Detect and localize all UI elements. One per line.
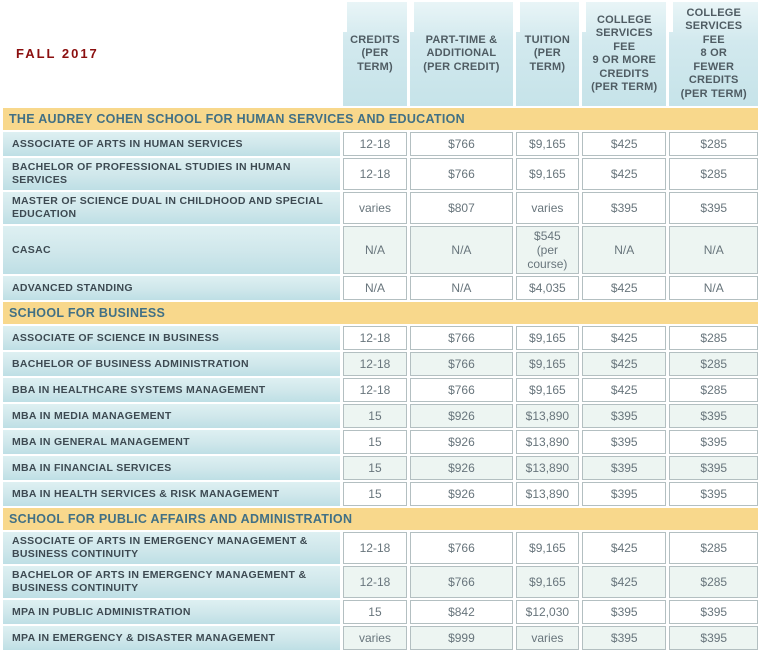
value-cell: 12-18	[343, 132, 407, 156]
value-cell: N/A	[669, 226, 758, 274]
value-cell: $395	[582, 404, 666, 428]
value-cell: $545 (per course)	[516, 226, 579, 274]
value-cell: $4,035	[516, 276, 579, 300]
value-cell: $395	[669, 430, 758, 454]
program-label: MBA IN HEALTH SERVICES & RISK MANAGEMENT	[3, 482, 340, 506]
value-cell: $926	[410, 430, 513, 454]
program-row	[3, 482, 758, 506]
value-cell: 12-18	[343, 158, 407, 190]
value-cell: $12,030	[516, 600, 579, 624]
value-cell: $395	[669, 192, 758, 224]
value-cell: $395	[582, 626, 666, 650]
value-cell: varies	[516, 626, 579, 650]
program-label: MPA IN EMERGENCY & DISASTER MANAGEMENT	[3, 626, 340, 650]
value-cell: N/A	[343, 226, 407, 274]
program-row	[3, 532, 758, 564]
value-cell: $425	[582, 566, 666, 598]
program-row	[3, 352, 758, 376]
value-cell: $9,165	[516, 326, 579, 350]
value-cell: $807	[410, 192, 513, 224]
value-cell: $425	[582, 532, 666, 564]
program-label: ADVANCED STANDING	[3, 276, 340, 300]
program-label: MPA IN PUBLIC ADMINISTRATION	[3, 600, 340, 624]
value-cell: 12-18	[343, 352, 407, 376]
value-cell: 15	[343, 600, 407, 624]
value-cell: 12-18	[343, 326, 407, 350]
value-cell: 15	[343, 430, 407, 454]
value-cell: $766	[410, 132, 513, 156]
value-cell: $9,165	[516, 352, 579, 376]
value-cell: $395	[669, 482, 758, 506]
page-title: FALL 2017	[16, 46, 99, 61]
value-cell: N/A	[410, 226, 513, 274]
section-header: SCHOOL FOR BUSINESS	[3, 302, 758, 324]
value-cell: $766	[410, 352, 513, 376]
program-label: BBA IN HEALTHCARE SYSTEMS MANAGEMENT	[3, 378, 340, 402]
value-cell: $926	[410, 404, 513, 428]
column-header-1: CREDITS (PER TERM)	[343, 2, 407, 106]
value-cell: $9,165	[516, 566, 579, 598]
table-corner-cell	[3, 2, 340, 106]
value-cell: $395	[582, 482, 666, 506]
section-header: THE AUDREY COHEN SCHOOL FOR HUMAN SERVICES AND EDUCATION	[3, 108, 758, 130]
program-row	[3, 326, 758, 350]
section-header-row	[3, 508, 758, 530]
program-row	[3, 404, 758, 428]
section-header-row	[3, 108, 758, 130]
program-label: BACHELOR OF PROFESSIONAL STUDIES IN HUMAN SERVICES	[3, 158, 340, 190]
value-cell: $766	[410, 566, 513, 598]
program-row	[3, 430, 758, 454]
value-cell: $425	[582, 378, 666, 402]
program-row	[3, 456, 758, 480]
value-cell: 15	[343, 482, 407, 506]
value-cell: $285	[669, 158, 758, 190]
value-cell: N/A	[410, 276, 513, 300]
value-cell: $395	[669, 626, 758, 650]
value-cell: $395	[669, 404, 758, 428]
value-cell: 12-18	[343, 566, 407, 598]
program-label: CASAC	[3, 226, 340, 274]
program-label: ASSOCIATE OF ARTS IN HUMAN SERVICES	[3, 132, 340, 156]
value-cell: $425	[582, 276, 666, 300]
value-cell: $766	[410, 158, 513, 190]
value-cell: $395	[582, 456, 666, 480]
value-cell: $395	[582, 192, 666, 224]
program-label: BACHELOR OF BUSINESS ADMINISTRATION	[3, 352, 340, 376]
program-row	[3, 600, 758, 624]
value-cell: $13,890	[516, 404, 579, 428]
value-cell: $9,165	[516, 378, 579, 402]
value-cell: N/A	[582, 226, 666, 274]
value-cell: $842	[410, 600, 513, 624]
column-header-row	[3, 2, 758, 106]
column-header-2: PART-TIME & ADDITIONAL (PER CREDIT)	[410, 2, 513, 106]
value-cell: $395	[582, 430, 666, 454]
value-cell: $9,165	[516, 158, 579, 190]
column-header-3: TUITION (PER TERM)	[516, 2, 579, 106]
value-cell: $395	[582, 600, 666, 624]
value-cell: $926	[410, 456, 513, 480]
value-cell: $999	[410, 626, 513, 650]
value-cell: 12-18	[343, 532, 407, 564]
value-cell: varies	[516, 192, 579, 224]
program-label: BACHELOR OF ARTS IN EMERGENCY MANAGEMENT & BUSINESS CONTINUITY	[3, 566, 340, 598]
value-cell: $926	[410, 482, 513, 506]
program-row	[3, 566, 758, 598]
program-row	[3, 378, 758, 402]
value-cell: $425	[582, 158, 666, 190]
program-label: MASTER OF SCIENCE DUAL IN CHILDHOOD AND SPECIAL EDUCATION	[3, 192, 340, 224]
value-cell: $9,165	[516, 132, 579, 156]
value-cell: N/A	[669, 276, 758, 300]
value-cell: $285	[669, 132, 758, 156]
value-cell: $285	[669, 378, 758, 402]
value-cell: N/A	[343, 276, 407, 300]
section-header: SCHOOL FOR PUBLIC AFFAIRS AND ADMINISTRATION	[3, 508, 758, 530]
column-header-5: COLLEGE SERVICES FEE 8 OR FEWER CREDITS (PER TERM)	[669, 2, 758, 106]
value-cell: $425	[582, 326, 666, 350]
value-cell: $285	[669, 532, 758, 564]
program-row	[3, 276, 758, 300]
program-label: MBA IN FINANCIAL SERVICES	[3, 456, 340, 480]
value-cell: varies	[343, 192, 407, 224]
program-row	[3, 626, 758, 650]
program-row	[3, 132, 758, 156]
program-row	[3, 158, 758, 190]
value-cell: $285	[669, 326, 758, 350]
value-cell: $766	[410, 326, 513, 350]
value-cell: $285	[669, 566, 758, 598]
value-cell: $766	[410, 532, 513, 564]
value-cell: $395	[669, 600, 758, 624]
value-cell: 15	[343, 404, 407, 428]
value-cell: $9,165	[516, 532, 579, 564]
program-label: ASSOCIATE OF SCIENCE IN BUSINESS	[3, 326, 340, 350]
program-row	[3, 192, 758, 224]
value-cell: $425	[582, 132, 666, 156]
column-header-4: COLLEGE SERVICES FEE 9 OR MORE CREDITS (PER TERM)	[582, 2, 666, 106]
value-cell: varies	[343, 626, 407, 650]
value-cell: $425	[582, 352, 666, 376]
value-cell: $13,890	[516, 456, 579, 480]
program-label: MBA IN MEDIA MANAGEMENT	[3, 404, 340, 428]
program-label: MBA IN GENERAL MANAGEMENT	[3, 430, 340, 454]
value-cell: $13,890	[516, 482, 579, 506]
section-header-row	[3, 302, 758, 324]
value-cell: 12-18	[343, 378, 407, 402]
value-cell: $13,890	[516, 430, 579, 454]
value-cell: $395	[669, 456, 758, 480]
value-cell: $766	[410, 378, 513, 402]
value-cell: 15	[343, 456, 407, 480]
value-cell: $285	[669, 352, 758, 376]
program-row	[3, 226, 758, 274]
program-label: ASSOCIATE OF ARTS IN EMERGENCY MANAGEMENT & BUSINESS CONTINUITY	[3, 532, 340, 564]
